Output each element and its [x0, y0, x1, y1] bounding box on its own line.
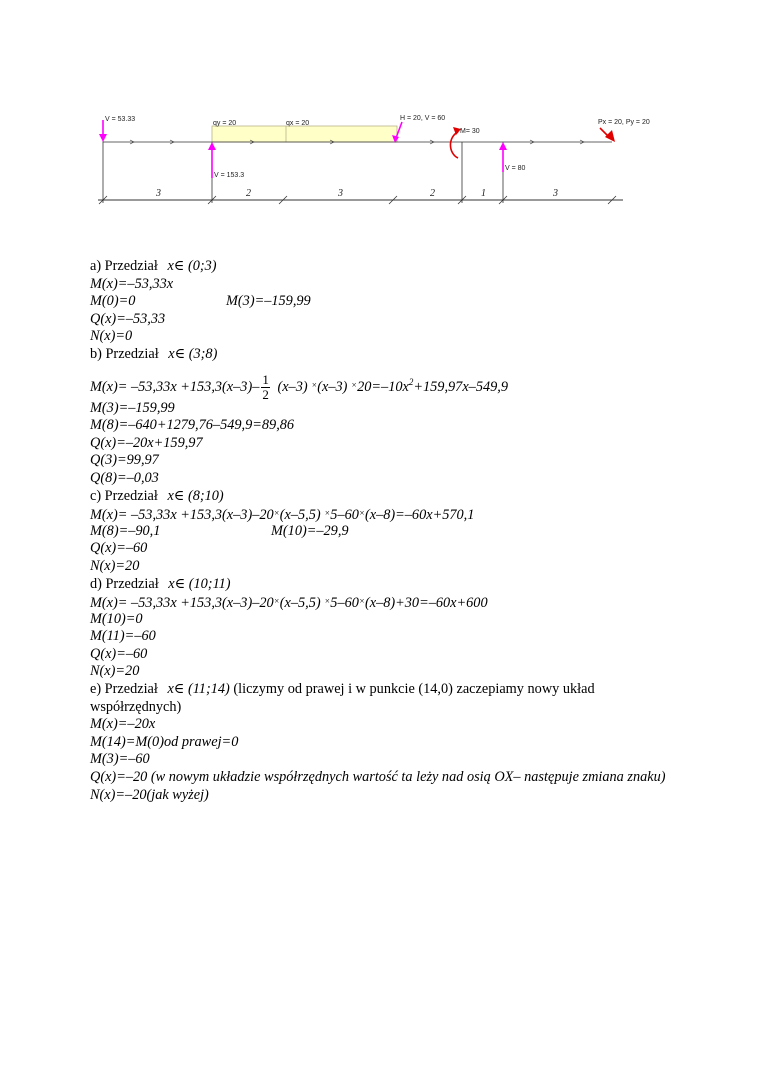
section-d-q: Q(x)=–60 [90, 645, 148, 662]
distributed-load-area [212, 126, 397, 142]
section-d-m: M(x)= –53,33x +153,3(x–3)–20×(x–5,5) ×5–60×(x–8)+30=–60x+600 [90, 595, 488, 612]
label-v-right: V = 80 [505, 165, 526, 172]
section-a-m: M(x)=–53,33x [90, 275, 174, 292]
interval-d: x∈ (10;11) [168, 575, 231, 592]
section-c-q: Q(x)=–60 [90, 540, 148, 557]
span-label-1: 3 [156, 188, 161, 199]
interval-e: x∈ (11;14) [167, 681, 230, 698]
reaction-arrowhead-support [208, 142, 216, 150]
span-label-4: 2 [430, 188, 435, 199]
section-d-m11: M(11)=–60 [90, 628, 156, 645]
section-e-m: M(x)=–20x [90, 716, 156, 733]
section-a-n: N(x)=0 [90, 328, 133, 345]
interval-a: x∈ (0;3) [167, 258, 217, 274]
interval-c: x∈ (8;10) [167, 487, 224, 504]
label-h-v: H = 20, V = 60 [400, 115, 446, 122]
section-c-header: c) Przedział x∈ (8;10) [90, 487, 224, 504]
section-e-note: (liczymy od prawej i w punkcie (14,0) zaczepiamy nowy układ współrzędnych) [90, 681, 595, 715]
section-e-m14: M(14)=M(0)od prawej=0 [90, 733, 239, 750]
section-a-m-values: M(0)=0 M(3)=–159,99 [90, 293, 311, 310]
reaction-arrowhead-right [499, 142, 507, 150]
span-label-2: 2 [246, 188, 251, 199]
section-c-n: N(x)=20 [90, 557, 140, 574]
section-d-header: d) Przedział x∈ (10;11) [90, 575, 231, 592]
label-v-support: V = 153.3 [214, 172, 245, 179]
section-c-m-values: M(8)=–90,1 M(10)=–29,9 [90, 522, 349, 539]
label-v-left: V = 53.33 [105, 116, 136, 123]
span-label-5: 1 [481, 188, 486, 199]
calculation-content [90, 258, 670, 804]
section-a-header: a) Przedział x∈ (0;3) [90, 258, 217, 274]
section-a-q: Q(x)=–53,33 [90, 310, 166, 327]
section-e-m3: M(3)=–60 [90, 751, 150, 768]
section-b-q8: Q(8)=–0,03 [90, 469, 159, 486]
span-label-6: 3 [553, 188, 558, 199]
label-qy: qy = 20 [213, 120, 237, 127]
section-d-m10: M(10)=0 [90, 610, 143, 627]
beam-diagram [90, 108, 660, 226]
section-b-m: M(x)= –53,33x +153,3(x–3)– $\frac{1}{2}$ (x–3) ×(x–3) $^\times 20=-10x^2+159,97x-549,9$ [90, 371, 508, 402]
moment-arc [450, 132, 458, 158]
section-e-n: N(x)=–20(jak wyżej) [90, 786, 209, 803]
interval-b: x∈ (3;8) [168, 345, 218, 362]
section-e-q: Q(x)=–20 (w nowym układzie współrzędnych wartość ta leży nad osią OX– następuje zmiana znaku) [90, 769, 666, 786]
span-label-3: 3 [338, 188, 343, 199]
section-b-q3: Q(3)=99,97 [90, 452, 159, 469]
label-qx: qx = 20 [286, 120, 310, 127]
end-force-arrowhead [605, 130, 615, 142]
reaction-arrowhead-left [99, 134, 107, 142]
label-moment: M= 30 [460, 128, 480, 135]
section-c-m: M(x)= –53,33x +153,3(x–3)–20×(x–5,5) ×5–60×(x–8)=–60x+570,1 [90, 507, 475, 524]
label-px-py: Px = 20, Py = 20 [598, 119, 650, 126]
section-b-m8: M(8)=–640+1279,76–549,9=89,86 [90, 417, 295, 434]
section-d-n: N(x)=20 [90, 663, 140, 680]
section-e-header: e) Przedział x∈ (11;14) (liczymy od prawej i w punkcie (14,0) zaczepiamy nowy układ współrzędnych) [90, 681, 595, 715]
fraction-half: $\frac{1}{2}$ [262, 371, 269, 402]
section-b-q: Q(x)=–20x+159,97 [90, 434, 203, 451]
section-b-header: b) Przedział x∈ (3;8) [90, 345, 218, 362]
section-b-m3: M(3)=–159,99 [90, 399, 175, 416]
